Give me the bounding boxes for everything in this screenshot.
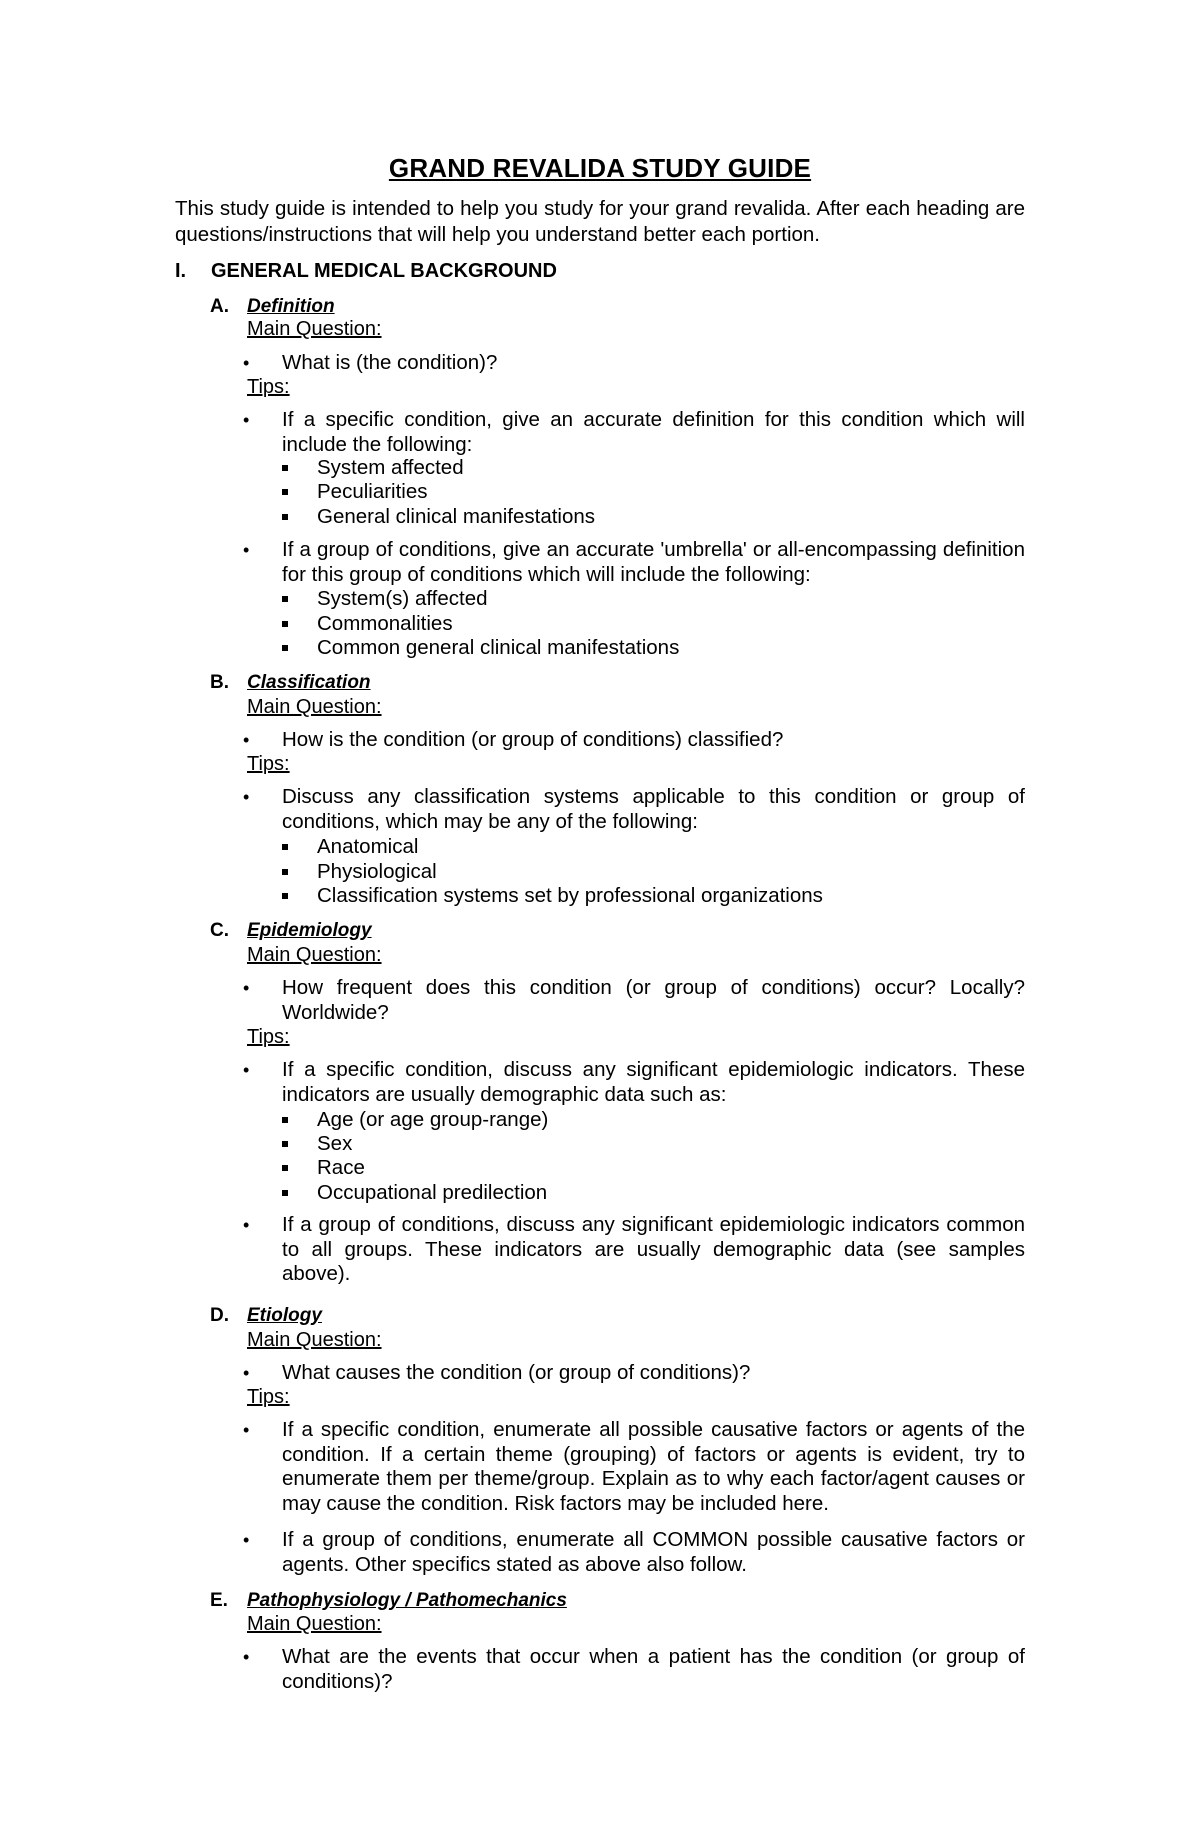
- list-subitem: System(s) affected: [283, 587, 488, 611]
- main-question-label: Main Question:: [247, 318, 382, 340]
- tips-label: Tips:: [247, 1386, 290, 1408]
- list-subitem: Age (or age group-range): [283, 1108, 548, 1132]
- document-title: GRAND REVALIDA STUDY GUIDE: [388, 153, 812, 183]
- list-subitem: Anatomical: [283, 835, 418, 859]
- list-subitem: General clinical manifestations: [283, 505, 595, 529]
- main-question-label: Main Question:: [247, 1613, 382, 1635]
- list-item: • Discuss any classification systems applicable to this condition or group of conditions, which may be any of the following:: [243, 785, 1025, 833]
- main-question-label: Main Question:: [247, 696, 382, 718]
- list-subitem: Commonalities: [283, 612, 453, 636]
- list-item: • If a group of conditions, enumerate all COMMON possible causative factors or agents. Other specifics stated as above also follow.: [243, 1528, 1025, 1576]
- list-item: • If a specific condition, enumerate all possible causative factors or agents of the condition. If a certain theme (grouping) of factors or agents is evident, try to enumerate them per theme/group. Explain as to why each factor/agent causes or may cause the condition. Risk factors may be included here.: [243, 1418, 1025, 1515]
- list-item: • If a specific condition, give an accurate definition for this condition which will include the following:: [243, 408, 1025, 456]
- list-subitem: Race: [283, 1156, 365, 1180]
- tips-label: Tips:: [247, 376, 290, 398]
- main-question-label: Main Question:: [247, 944, 382, 966]
- section-name: GENERAL MEDICAL BACKGROUND: [211, 260, 557, 282]
- list-item: • What are the events that occur when a patient has the condition (or group of conditions)?: [243, 1645, 1025, 1693]
- list-subitem: Classification systems set by professional organizations: [283, 884, 823, 908]
- list-item: • If a group of conditions, discuss any significant epidemiologic indicators common to all groups. These indicators are usually demographic data (see samples above).: [243, 1213, 1025, 1285]
- list-subitem: System affected: [283, 456, 464, 480]
- list-subitem: Occupational predilection: [283, 1181, 547, 1205]
- tips-label: Tips:: [247, 753, 290, 775]
- list-subitem: Common general clinical manifestations: [283, 636, 679, 660]
- list-item: • If a specific condition, discuss any significant epidemiologic indicators. These indicators are usually demographic data such as:: [243, 1058, 1025, 1106]
- tips-label: Tips:: [247, 1026, 290, 1048]
- subsection-heading-etiology: D. Etiology: [210, 1305, 322, 1326]
- subsection-heading-definition: A. Definition: [210, 296, 335, 317]
- subsection-heading-pathophysiology: E. Pathophysiology / Pathomechanics: [210, 1590, 567, 1611]
- list-item: • What causes the condition (or group of conditions)?: [243, 1361, 751, 1384]
- list-item: • How is the condition (or group of conditions) classified?: [243, 728, 784, 751]
- intro-paragraph: This study guide is intended to help you study for your grand revalida. After each heading are questions/instructions that will help you understand better each portion.: [175, 197, 1025, 246]
- list-item: • What is (the condition)?: [243, 351, 498, 374]
- subsection-heading-classification: B. Classification: [210, 672, 371, 693]
- list-subitem: Sex: [283, 1132, 352, 1156]
- main-question-label: Main Question:: [247, 1329, 382, 1351]
- list-subitem: Peculiarities: [283, 480, 428, 504]
- section-number: I.: [175, 260, 187, 282]
- list-item: • If a group of conditions, give an accurate 'umbrella' or all-encompassing definition for this group of conditions which will include the following:: [243, 538, 1025, 586]
- list-item: • How frequent does this condition (or group of conditions) occur? Locally? Worldwide?: [243, 976, 1025, 1024]
- section-heading: [175, 260, 557, 283]
- subsection-heading-epidemiology: C. Epidemiology: [210, 920, 372, 941]
- list-subitem: Physiological: [283, 860, 437, 884]
